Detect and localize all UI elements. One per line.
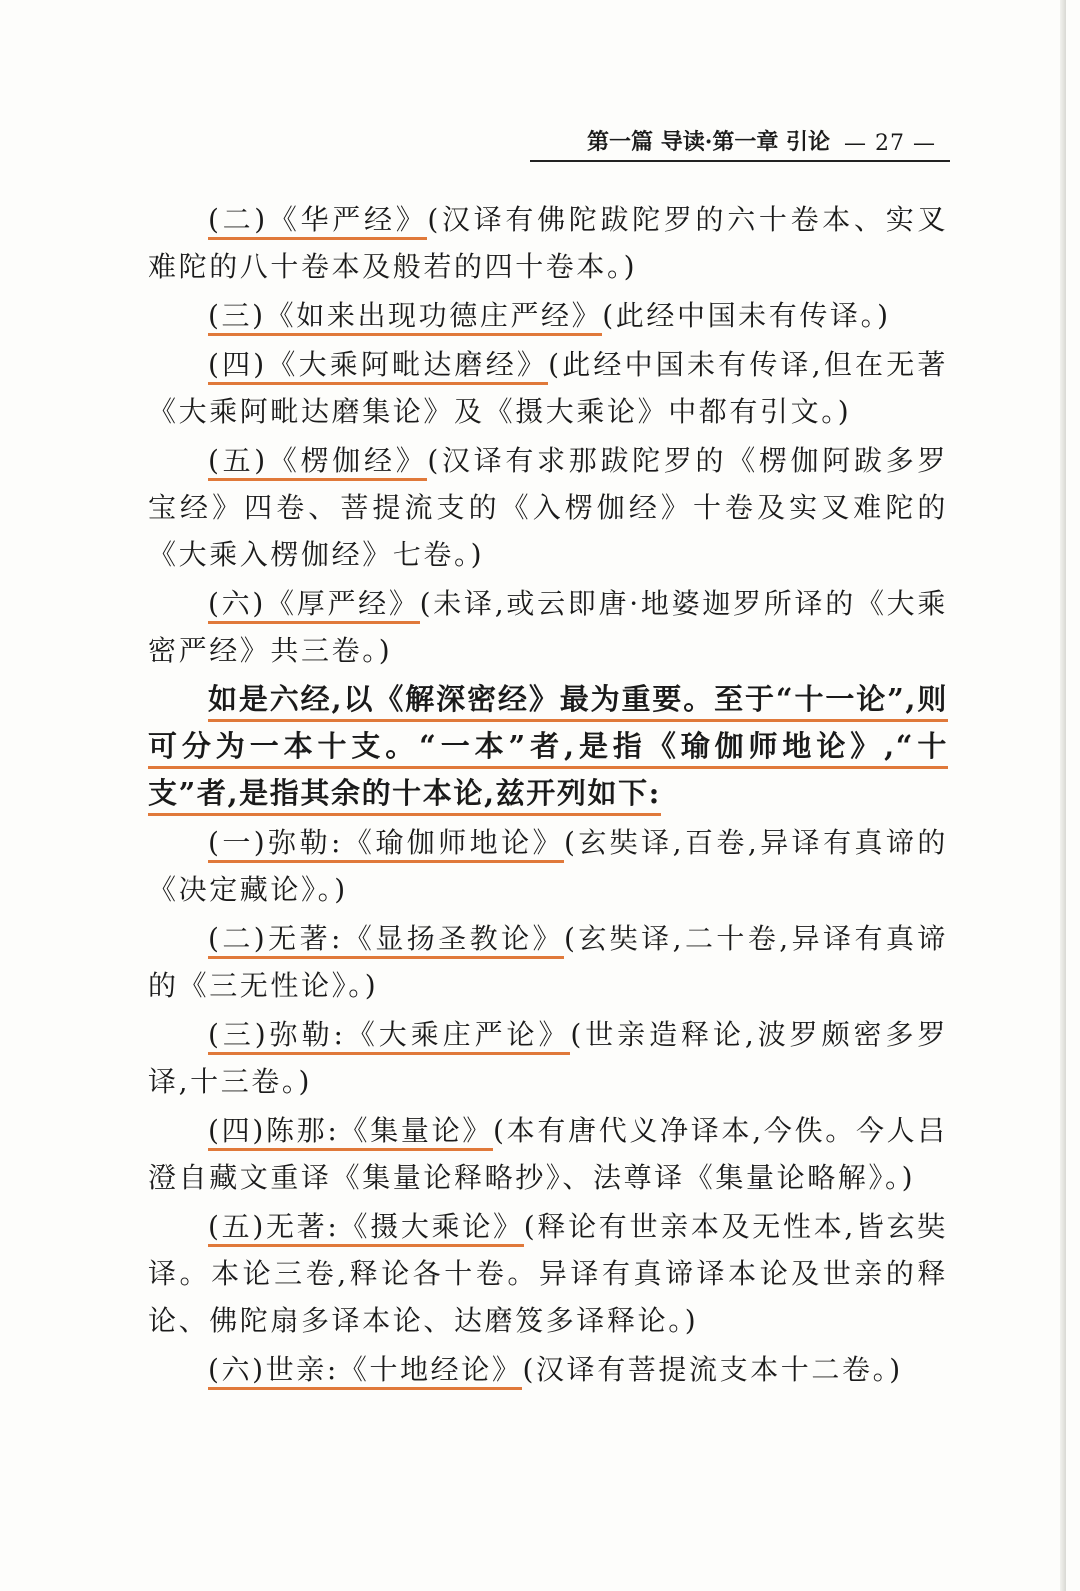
treatise-title: (五)无著:《摄大乘论》 [208,1210,524,1247]
running-header [530,128,950,162]
sutra-title: (五)《楞伽经》 [208,444,427,481]
sutra-note: (此经中国未有传译,但在无著《大乘阿毗达磨集论》及《摄大乘论》中都有引文。) [148,348,948,428]
page-number: — 27 — [844,131,936,156]
sutra-item-3 [148,292,948,339]
summary-paragraph [148,676,948,817]
treatise-title: (三)弥勒:《大乘庄严论》 [208,1018,570,1055]
treatise-note: (玄奘译,百卷,异译有真谛的《决定藏论》。) [148,826,948,906]
treatise-item-2 [148,915,948,1009]
header-title: 第一篇 导读·第一章 引论 [587,129,831,155]
treatise-note: (世亲造释论,波罗颇密多罗译,十三卷。) [148,1018,948,1098]
treatise-note: (汉译有菩提流支本十二卷。) [522,1353,903,1386]
sutra-note: (汉译有求那跋陀罗的《楞伽阿跋多罗宝经》四卷、菩提流支的《入楞伽经》十卷及实叉难陀的《大乘入楞伽经》七卷。) [148,444,948,571]
sutra-item-2 [148,196,948,290]
treatise-title: (六)世亲:《十地经论》 [208,1353,522,1390]
sutra-title: (四)《大乘阿毗达磨经》 [208,348,548,385]
sutra-item-6 [148,580,948,674]
page-edge-shadow [1060,0,1066,1591]
sutra-title: (三)《如来出现功德庄严经》 [208,299,602,336]
sutra-title: (二)《华严经》 [208,203,427,240]
treatise-note: (释论有世亲本及无性本,皆玄奘译。本论三卷,释论各十卷。异译有真谛译本论及世亲的释论、佛陀扇多译本论、达磨笈多译释论。) [148,1210,949,1337]
treatise-item-3 [148,1011,948,1105]
treatise-item-5 [148,1203,948,1344]
treatise-note: (本有唐代义净译本,今佚。今人吕澄自藏文重译《集量论释略抄》、法尊译《集量论略解》。) [148,1114,948,1194]
treatise-item-6 [148,1346,948,1393]
sutra-note: (此经中国未有传译。) [602,299,891,332]
sutra-note: (汉译有佛陀跋陀罗的六十卷本、实叉难陀的八十卷本及般若的四十卷本。) [148,203,948,283]
treatise-item-1 [148,819,948,913]
treatise-item-4 [148,1107,948,1201]
body-text [148,196,948,1393]
treatise-note: (玄奘译,二十卷,异译有真谛的《三无性论》。) [148,922,948,1002]
treatise-title: (二)无著:《显扬圣教论》 [208,922,564,959]
treatise-title: (一)弥勒:《瑜伽师地论》 [208,826,564,863]
sutra-title: (六)《厚严经》 [208,587,420,624]
treatise-title: (四)陈那:《集量论》 [208,1114,493,1151]
summary-text: 如是六经,以《解深密经》最为重要。至于“十一论”,则可分为一本十支。“一本”者,是指《瑜伽师地论》,“十支”者,是指其余的十本论,兹开列如下: [148,682,948,810]
sutra-item-4 [148,341,948,435]
sutra-note: (未译,或云即唐·地婆迦罗所译的《大乘密严经》共三卷。) [148,587,948,667]
sutra-item-5 [148,437,948,578]
